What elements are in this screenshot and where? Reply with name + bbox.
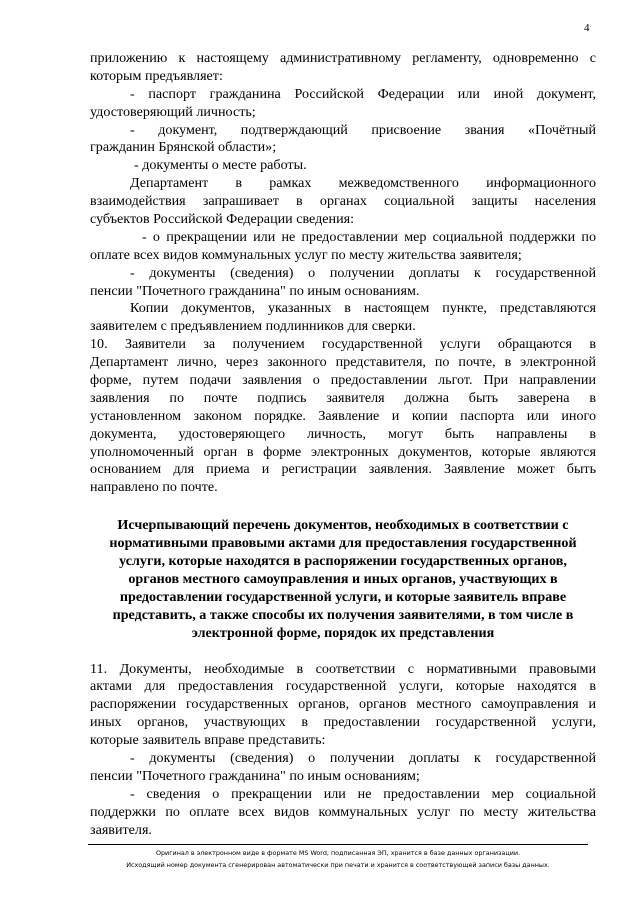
paragraph-line: распоряжении государственных органов, органов местного самоуправления и <box>90 696 596 713</box>
footer-note-original: Оригинал в электронном виде в формате MS Word, подписанная ЭП, хранится в базе данных организации. <box>155 849 521 857</box>
section-heading-line: представить, а также способы их получения заявителями, в том числе в <box>112 606 574 623</box>
paragraph-line: пенсии "Почетного гражданина" по иным основаниям. <box>90 282 420 299</box>
footer-note-number: Исходящий номер документа сгенерирован автоматически при печати и хранится в соответствующей записи базы данных. <box>126 861 550 869</box>
paragraph-line: - документы о месте работы. <box>134 157 307 174</box>
section-heading-line: нормативными правовыми актами для предоставления государственной <box>109 535 577 552</box>
paragraph-line: документа, удостоверяющего личность, могут быть направлены в <box>90 425 596 442</box>
paragraph-line: приложению к настоящему административному регламенту, одновременно с <box>90 50 596 66</box>
paragraph-line: - документы (сведения) о получении доплаты к государственной <box>130 264 596 281</box>
paragraph-line: основанием для приема и регистрации заявления. Заявление может быть <box>90 461 596 478</box>
paragraph-line: поддержки по оплате всех видов коммунальных услуг по месту жительства <box>90 803 596 820</box>
paragraph-line: иных органов, участвующих в предоставлении государственной услуги, <box>90 714 596 731</box>
paragraph-line: форме, путем подачи заявления о предоставлении льгот. При направлении <box>90 372 596 389</box>
paragraph-line: 10. Заявители за получением государственной услуги обращаются в <box>90 336 596 353</box>
section-heading-line: Исчерпывающий перечень документов, необходимых в соответствии с <box>117 517 569 534</box>
paragraph-line: гражданин Брянской области»; <box>90 139 277 156</box>
paragraph-line: уполномоченный орган в форме электронных документов, которые являются <box>90 443 596 460</box>
paragraph-line: заявления по почте подпись заявителя должна быть заверена в <box>90 389 596 406</box>
paragraph-line: Копии документов, указанных в настоящем пункте, представляются <box>130 300 596 317</box>
paragraph-line: заявителем с предъявлением подлинников для сверки. <box>90 318 416 335</box>
paragraph-line: - паспорт гражданина Российской Федерации или иной документ, <box>130 85 596 102</box>
paragraph-line: субъектов Российской Федерации сведения: <box>90 211 355 228</box>
paragraph-line: оплате всех видов коммунальных услуг по месту жительства заявителя; <box>90 246 522 263</box>
paragraph-line: - о прекращении или не предоставлении мер социальной поддержки по <box>142 228 596 245</box>
section-heading-line: услуги, которые находятся в распоряжении государственных органов, <box>119 553 567 570</box>
paragraph-line: актами для предоставления государственной услуги, которые находятся в <box>90 678 596 695</box>
section-heading-line: электронной форме, порядок их представления <box>191 624 495 641</box>
paragraph-line: заявителя. <box>90 821 152 838</box>
paragraph-line: удостоверяющий личность; <box>90 103 256 120</box>
paragraph-line: которые заявитель вправе представить: <box>90 732 326 749</box>
spacer <box>90 643 596 661</box>
paragraph-line: которым предъявляет: <box>90 67 223 84</box>
document-body <box>90 50 596 839</box>
paragraph-line: установленном законом порядке. Заявление и копии паспорта или иного <box>90 407 596 424</box>
paragraph-line: взаимодействия запрашивает в органах социальной защиты населения <box>90 193 596 210</box>
paragraph-line: направлено по почте. <box>90 479 218 496</box>
section-heading-line: органов местного самоуправления и иных органов, участвующих в <box>128 570 558 587</box>
paragraph-line: Департамент лично, через законного представителя, по почте, в электронной <box>90 354 596 371</box>
section-heading-line: предоставлении государственной услуги, и которые заявитель вправе <box>119 588 567 605</box>
spacer <box>90 497 596 517</box>
paragraph-line: - сведения о прекращении или не предоставлении мер социальной <box>130 785 596 802</box>
paragraph-line: 11. Документы, необходимые в соответствии с нормативными правовыми <box>90 660 596 677</box>
page-number: 4 <box>584 22 590 34</box>
paragraph-line: Департамент в рамках межведомственного информационного <box>130 175 596 192</box>
paragraph-line: - документ, подтверждающий присвоение звания «Почётный <box>130 121 596 138</box>
paragraph-line: пенсии "Почетного гражданина" по иным основаниям; <box>90 767 420 784</box>
paragraph-line: - документы (сведения) о получении доплаты к государственной <box>130 749 596 766</box>
footer-divider <box>88 844 588 845</box>
